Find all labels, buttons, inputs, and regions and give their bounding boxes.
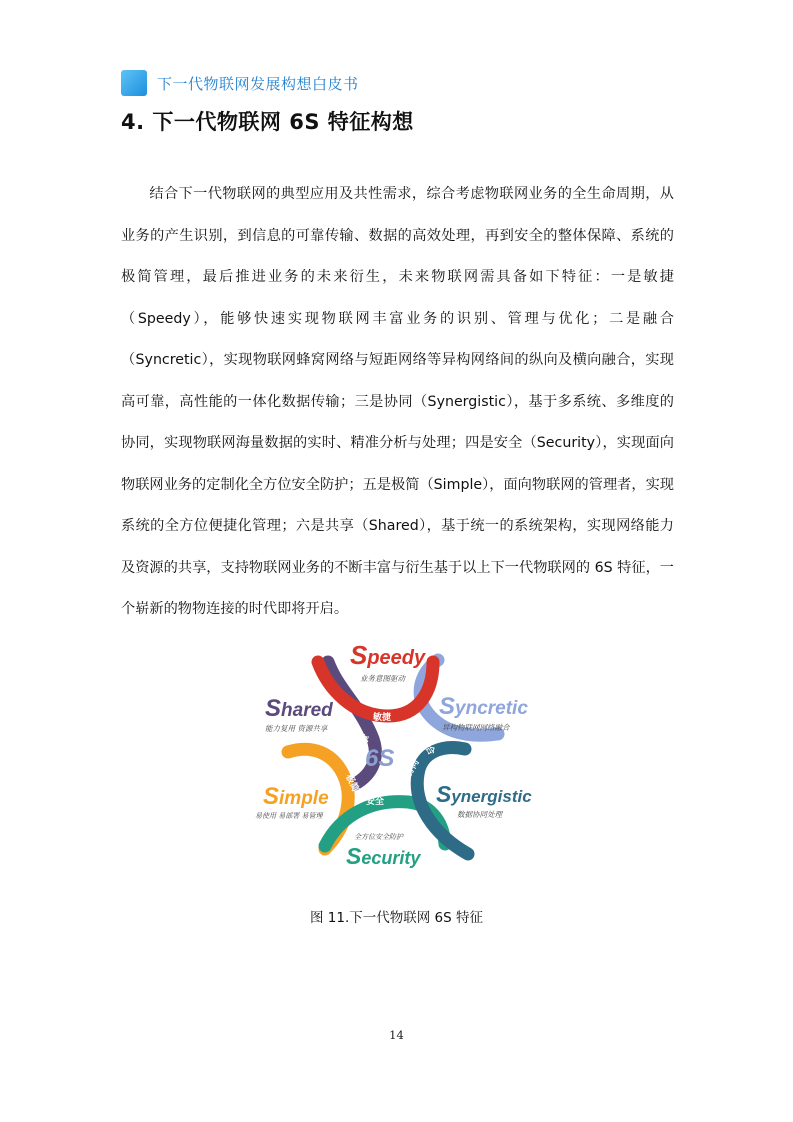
arc-label-security: 安全: [366, 797, 385, 807]
six-s-diagram-svg: [233, 634, 559, 886]
feature-title-simple: Simple: [263, 783, 329, 810]
feature-title-speedy: Speedy: [350, 640, 426, 670]
feature-subtitle-simple: 易使用 易部署 易管理: [255, 812, 323, 820]
header-badge-icon: [121, 70, 147, 96]
arc-label-speedy: 敏捷: [373, 713, 392, 723]
feature-subtitle-speedy: 业务意图驱动: [360, 674, 405, 683]
section-title: 4. 下一代物联网 6S 特征构想: [121, 110, 414, 134]
feature-subtitle-shared: 能力复用 资源共享: [265, 724, 328, 733]
feature-title-security: Security: [346, 843, 421, 869]
feature-subtitle-synergistic: 数据协同处理: [457, 810, 502, 819]
feature-title-synergistic: Synergistic: [436, 781, 532, 807]
feature-title-shared: Shared: [265, 695, 333, 722]
arc-label-synergistic: 协同: [403, 757, 422, 779]
page-number: 14: [389, 1028, 404, 1042]
center-label: 6S: [365, 745, 395, 772]
arc-label-simple: 极简: [343, 773, 360, 794]
header-title: 下一代物联网发展构想白皮书: [157, 74, 359, 93]
feature-subtitle-syncretic: 异构物联网网络融合: [442, 723, 510, 732]
document-header: [121, 70, 359, 96]
feature-subtitle-security: 全方位安全防护: [354, 833, 403, 841]
arc-label-syncretic: 融合: [418, 736, 437, 758]
arc-label-shared: 共享: [354, 733, 373, 754]
feature-title-syncretic: Syncretic: [439, 693, 528, 720]
figure-caption: 图 11.下一代物联网 6S 特征: [309, 910, 483, 926]
six-s-diagram: [233, 634, 559, 886]
body-paragraph: 结合下一代物联网的典型应用及共性需求，综合考虑物联网业务的全生命周期，从业务的产生识别，到信息的可靠传输、数据的高效处理，再到安全的整体保障、系统的极简管理，最后推进业务的未来衍生，未来物联网需具备如下特征：一是敏捷（Speedy），能够快速实现物联网丰富业务的识别、管理与优化；二是融合（Syncretic），实现物联网蜂窝网络与短距网络等异构网络间的纵向及横向融合，实现高可靠，高性能的一体化数据传输；三是协同（Synergistic），基于多系统、多维度的协同，实现物联网海量数据的实时、精准分析与处理；四是安全（Security），实现面向物联网业务的定制化全方位安全防护；五是极简（Simple），面向物联网的管理者，实现系统的全方位便捷化管理；六是共享（Shared），基于统一的系统架构，实现网络能力及资源的共享，支持物联网业务的不断丰富与衍生基于以上下一代物联网的 6S 特征，一个崭新的物物连接的时代即将开启。: [121, 186, 674, 617]
